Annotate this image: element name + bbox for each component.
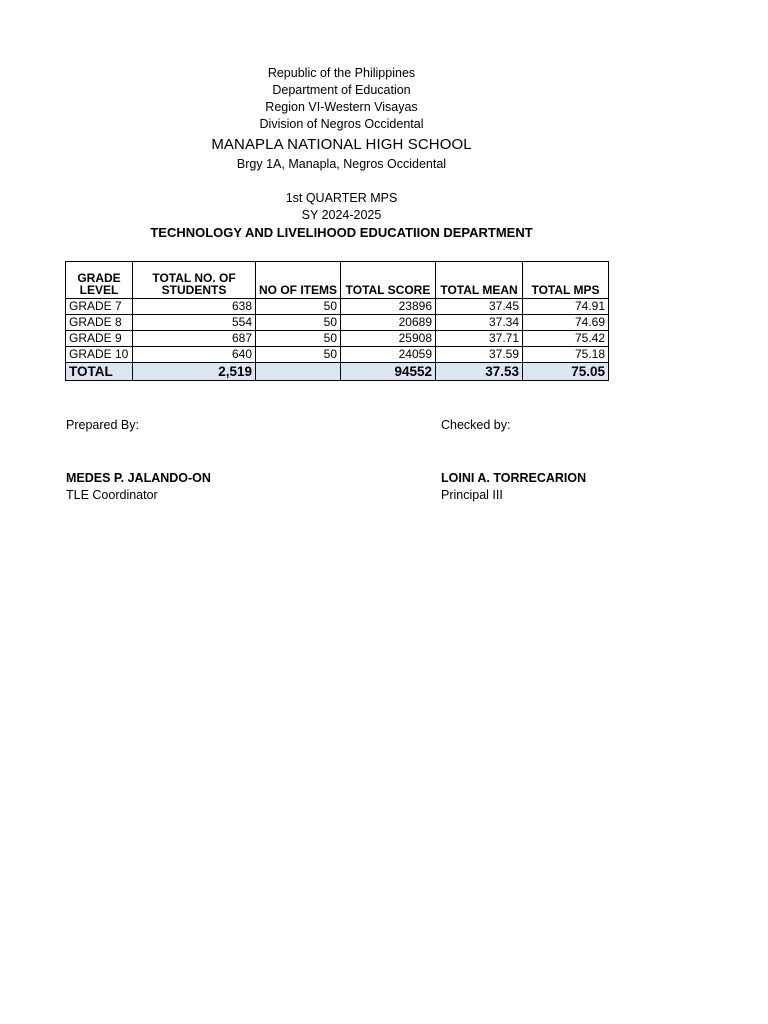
- division-line: Division of Negros Occidental: [259, 117, 424, 131]
- header-total-students: TOTAL NO. OF STUDENTS: [133, 262, 256, 299]
- report-period: [0, 190, 683, 224]
- mean-cell: 37.71: [436, 331, 523, 347]
- mean-cell: 37.45: [436, 299, 523, 315]
- header-grade-level: GRADE LEVEL: [66, 262, 133, 299]
- header-total-score: TOTAL SCORE: [341, 262, 436, 299]
- header-total-mean: TOTAL MEAN: [436, 262, 523, 299]
- table-header-row: [66, 262, 609, 299]
- grade-cell: GRADE 10: [66, 347, 133, 363]
- mps-cell: 75.18: [523, 347, 609, 363]
- school-address: [0, 156, 683, 173]
- school-year-label: SY 2024-2025: [301, 208, 382, 222]
- mps-table: [65, 261, 609, 381]
- school-name: MANAPLA NATIONAL HIGH SCHOOL: [211, 136, 472, 153]
- mean-cell: 37.34: [436, 315, 523, 331]
- region-line: Region VI-Western Visayas: [265, 100, 418, 114]
- items-cell: 50: [256, 315, 341, 331]
- country-line: Republic of the Philippines: [267, 66, 416, 80]
- items-cell: 50: [256, 299, 341, 315]
- mps-cell: 74.69: [523, 315, 609, 331]
- total-score-cell: 94552: [341, 363, 436, 381]
- preparer-title: TLE Coordinator: [66, 488, 158, 502]
- department-title: TECHNOLOGY AND LIVELIHOOD EDUCATIION DEPARTMENT: [150, 225, 533, 240]
- checked-by-label: Checked by:: [441, 418, 511, 432]
- grade-cell: GRADE 8: [66, 315, 133, 331]
- department-line: Department of Education: [272, 83, 411, 97]
- score-cell: 25908: [341, 331, 436, 347]
- students-cell: 554: [133, 315, 256, 331]
- total-label-cell: TOTAL: [66, 363, 133, 381]
- total-mps-cell: 75.05: [523, 363, 609, 381]
- mps-cell: 75.42: [523, 331, 609, 347]
- header-total-mps: TOTAL MPS: [523, 262, 609, 299]
- students-cell: 640: [133, 347, 256, 363]
- mean-cell: 37.59: [436, 347, 523, 363]
- checker-title: Principal III: [441, 488, 503, 502]
- table-row: [66, 331, 609, 347]
- total-students-cell: 2,519: [133, 363, 256, 381]
- total-items-cell: [256, 363, 341, 381]
- table-row: [66, 315, 609, 331]
- prepared-by-label: Prepared By:: [66, 418, 139, 432]
- quarter-label: 1st QUARTER MPS: [285, 191, 398, 205]
- items-cell: 50: [256, 347, 341, 363]
- table-row: [66, 347, 609, 363]
- preparer-name: MEDES P. JALANDO-ON: [66, 471, 211, 485]
- checker-name: LOINI A. TORRECARION: [441, 471, 587, 485]
- items-cell: 50: [256, 331, 341, 347]
- mps-cell: 74.91: [523, 299, 609, 315]
- score-cell: 23896: [341, 299, 436, 315]
- header-no-of-items: NO OF ITEMS: [256, 262, 341, 299]
- total-row: [66, 363, 609, 381]
- grade-cell: GRADE 7: [66, 299, 133, 315]
- table-row: [66, 299, 609, 315]
- students-cell: 687: [133, 331, 256, 347]
- address-line: Brgy 1A, Manapla, Negros Occidental: [236, 157, 447, 171]
- letterhead: [0, 65, 683, 133]
- score-cell: 24059: [341, 347, 436, 363]
- students-cell: 638: [133, 299, 256, 315]
- grade-cell: GRADE 9: [66, 331, 133, 347]
- score-cell: 20689: [341, 315, 436, 331]
- total-mean-cell: 37.53: [436, 363, 523, 381]
